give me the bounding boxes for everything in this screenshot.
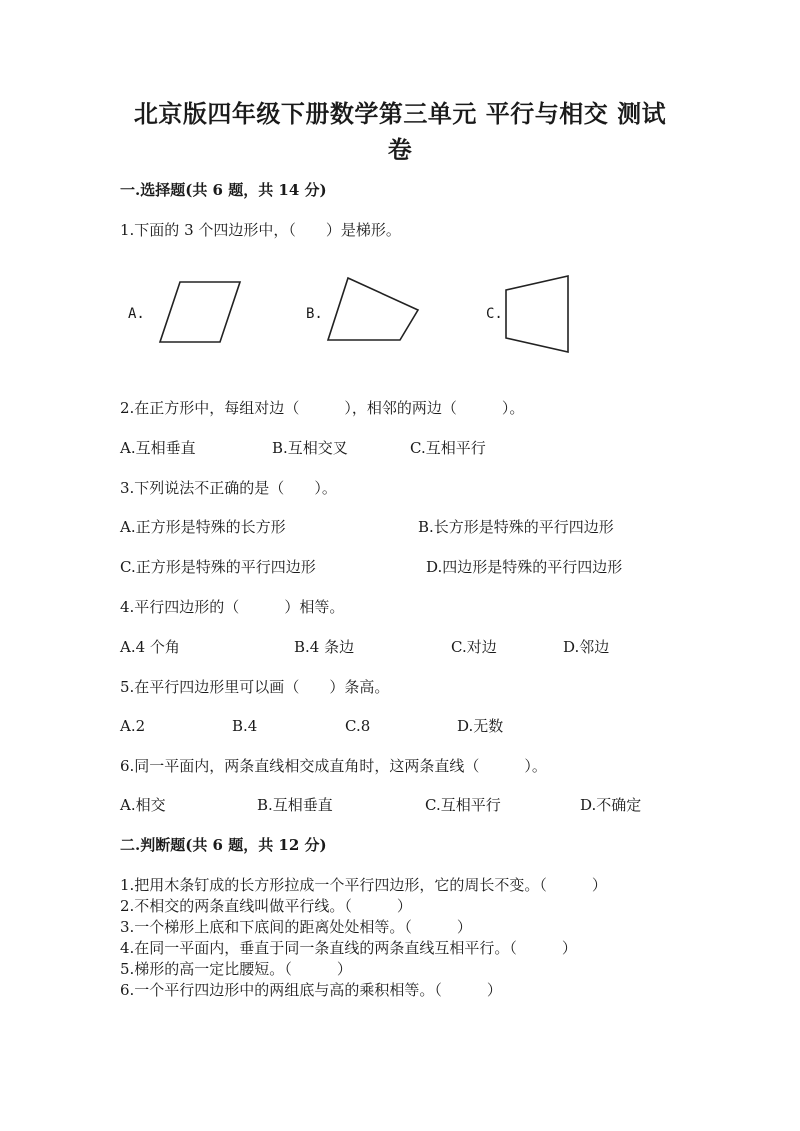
q3-option-a: A.正方形是特殊的长方形 — [120, 518, 286, 536]
judgment-item-2: 2.不相交的两条直线叫做平行线。（ ） — [120, 897, 412, 915]
judgment-item-3: 3.一个梯形上底和下底间的距离处处相等。（ ） — [120, 918, 472, 936]
q5-option-a: A.2 — [120, 717, 146, 735]
judgment-item-6: 6.一个平行四边形中的两组底与高的乘积相等。（ ） — [120, 981, 502, 999]
q3-option-d: D.四边形是特殊的平行四边形 — [426, 558, 623, 576]
q3-option-b: B.长方形是特殊的平行四边形 — [418, 518, 614, 536]
section-2-heading: 二.判断题(共 6 题，共 12 分) — [120, 836, 327, 854]
q2-option-b: B.互相交叉 — [272, 439, 348, 457]
shape-label-c: C. — [486, 306, 503, 322]
q5-option-d: D.无数 — [457, 717, 504, 735]
q4-option-c: C.对边 — [451, 638, 497, 656]
question-3: 3.下列说法不正确的是（ ）。 — [120, 479, 337, 497]
title-line-2: 卷 — [387, 135, 413, 164]
question-6: 6.同一平面内，两条直线相交成直角时，这两条直线（ ）。 — [120, 757, 547, 775]
shape-label-b: B. — [306, 306, 323, 322]
q4-option-d: D.邻边 — [563, 638, 610, 656]
q6-option-a: A.相交 — [120, 796, 166, 814]
question-5: 5.在平行四边形里可以画（ ）条高。 — [120, 678, 390, 696]
judgment-item-1: 1.把用木条钉成的长方形拉成一个平行四边形，它的周长不变。（ ） — [120, 876, 607, 894]
question-4: 4.平行四边形的（ ）相等。 — [120, 598, 345, 616]
q2-option-a: A.互相垂直 — [120, 439, 196, 457]
q2-option-c: C.互相平行 — [410, 439, 486, 457]
q6-option-d: D.不确定 — [580, 796, 642, 814]
quadrilateral-figures — [120, 262, 600, 372]
question-1: 1.下面的 3 个四边形中，（ ）是梯形。 — [120, 221, 401, 239]
q5-option-c: C.8 — [345, 717, 371, 735]
parallelogram-shape — [156, 276, 246, 348]
judgment-item-5: 5.梯形的高一定比腰短。（ ） — [120, 960, 352, 978]
q6-option-c: C.互相平行 — [425, 796, 501, 814]
q4-option-b: B.4 条边 — [294, 638, 355, 656]
q3-option-c: C.正方形是特殊的平行四边形 — [120, 558, 316, 576]
document-title — [120, 96, 680, 168]
q4-option-a: A.4 个角 — [120, 638, 180, 656]
q5-option-b: B.4 — [232, 717, 258, 735]
section-1-heading: 一.选择题(共 6 题，共 14 分) — [120, 181, 327, 199]
judgment-item-4: 4.在同一平面内，垂直于同一条直线的两条直线互相平行。（ ） — [120, 939, 577, 957]
title-line-1: 北京版四年级下册数学第三单元 平行与相交 测试 — [133, 99, 667, 128]
irregular-quadrilateral-shape — [324, 274, 426, 348]
shape-label-a: A. — [128, 306, 145, 322]
question-2: 2.在正方形中，每组对边（ ），相邻的两边（ ）。 — [120, 399, 525, 417]
trapezoid-shape — [500, 268, 576, 358]
q6-option-b: B.互相垂直 — [257, 796, 333, 814]
